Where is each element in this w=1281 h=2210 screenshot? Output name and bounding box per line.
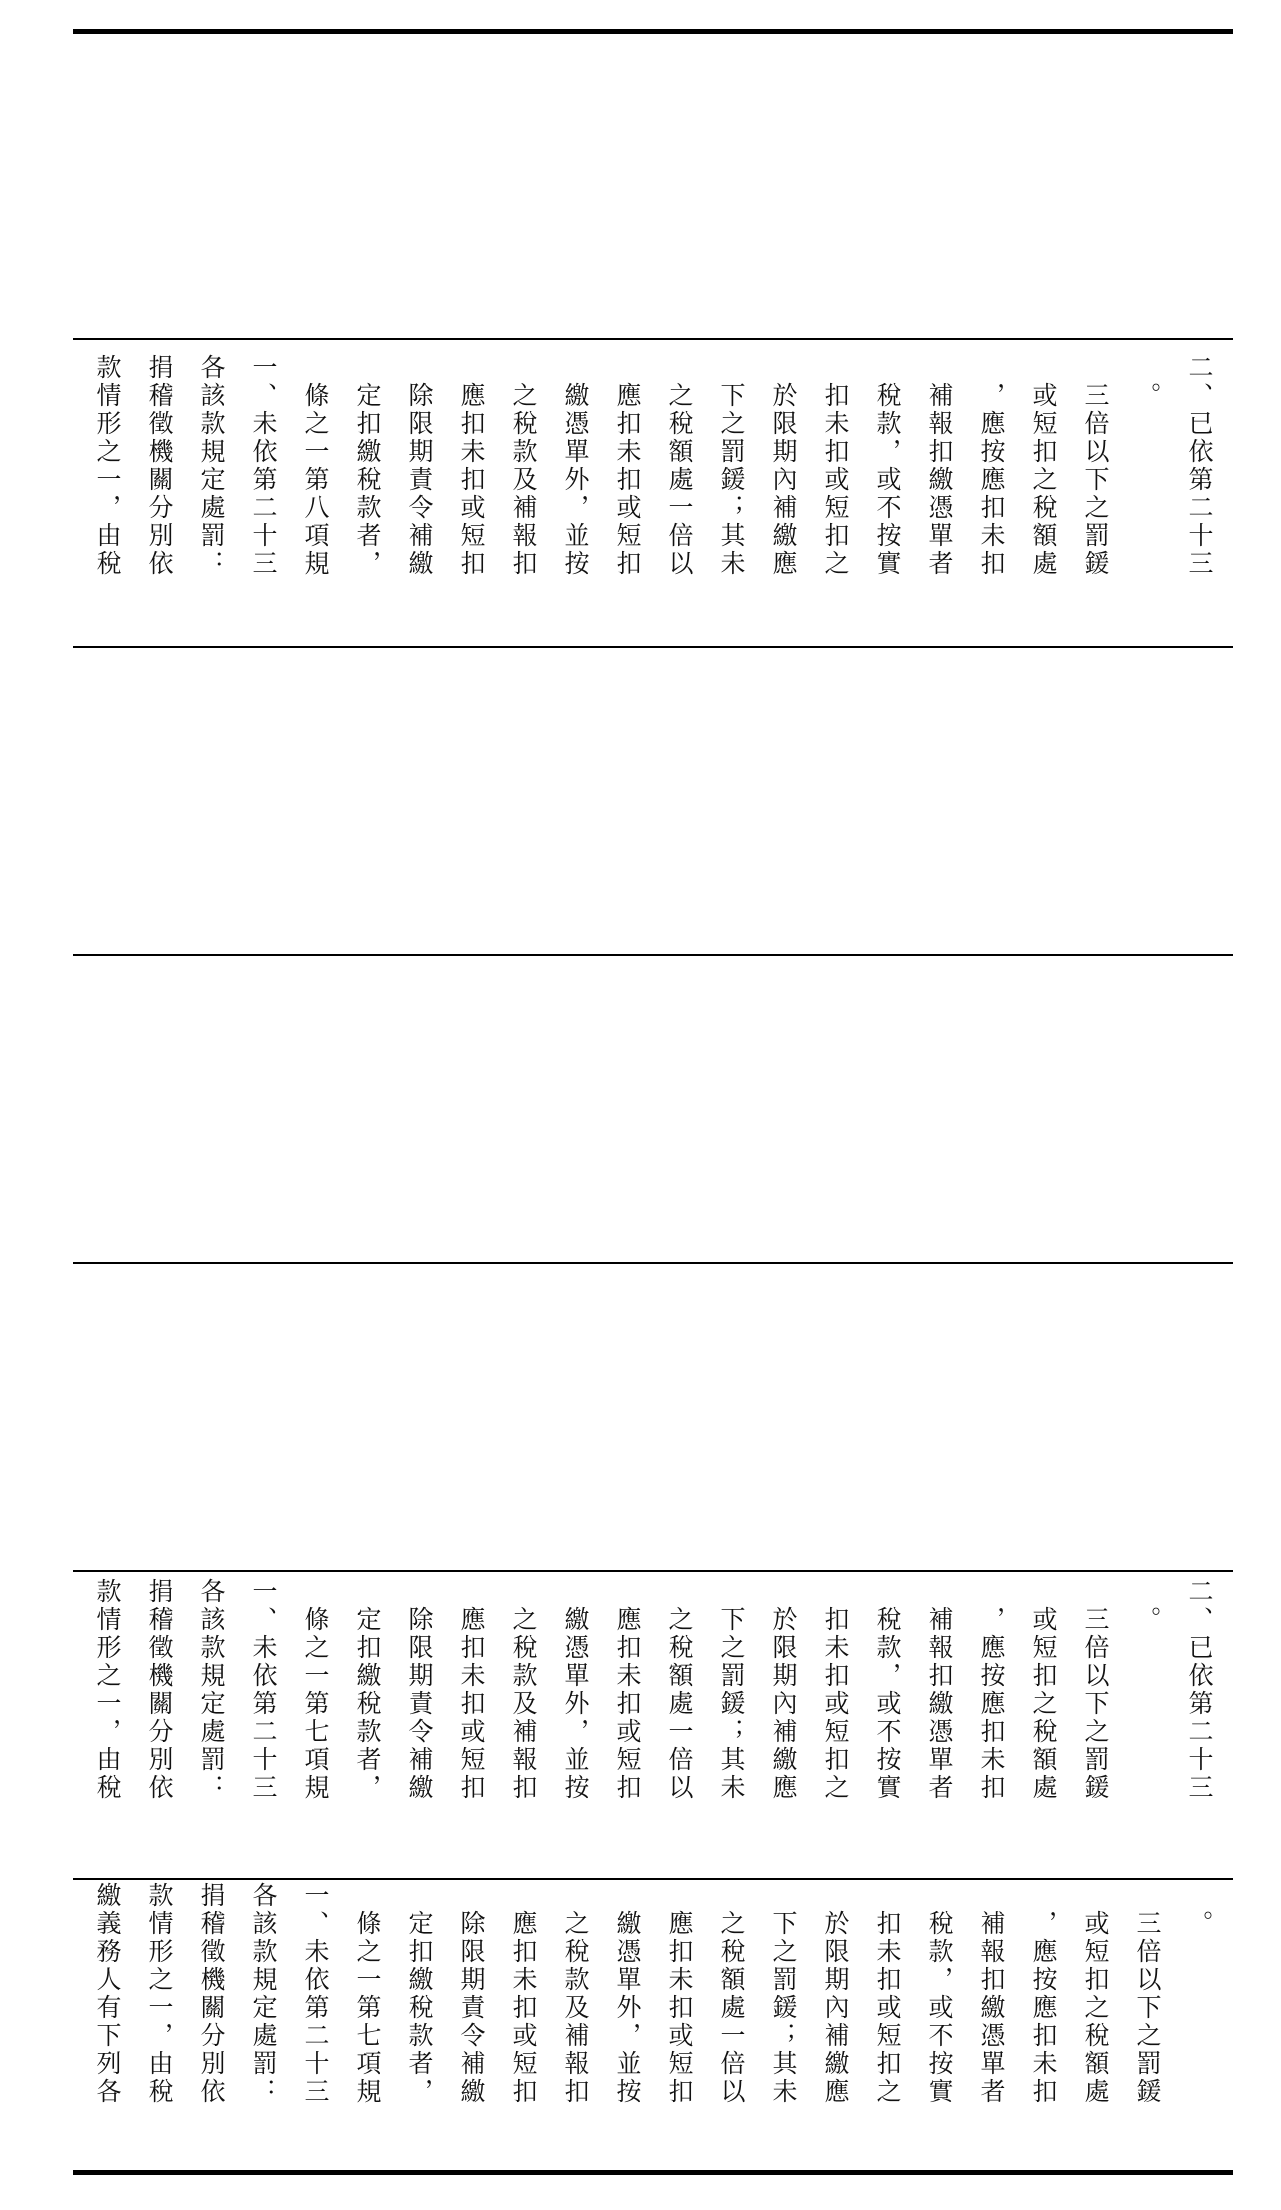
- text-column: 。: [1185, 1882, 1214, 1938]
- row-divider: [73, 338, 1233, 340]
- text-block-original: [81, 1882, 1231, 2168]
- text-column: 下之罰鍰；其未: [717, 354, 746, 578]
- text-column: 二、已依第二十三: [1185, 354, 1214, 578]
- text-column: 於限期內補繳應: [821, 1882, 850, 2106]
- text-column: 稅款，或不按實: [925, 1882, 954, 2106]
- text-column: 各該款規定處罰：: [197, 354, 226, 578]
- text-column: 之稅額處一倍以: [717, 1882, 746, 2106]
- text-column: 於限期內補繳應: [769, 354, 798, 578]
- text-column: 或短扣之稅額處: [1029, 1578, 1058, 1802]
- row-divider: [73, 1262, 1233, 1264]
- text-column: 三倍以下之罰鍰: [1081, 354, 1110, 578]
- text-column: 稅款，或不按實: [873, 354, 902, 578]
- row-divider: [73, 1878, 1233, 1880]
- text-column: 一、未依第二十三: [301, 1882, 330, 2106]
- text-column: 之稅額處一倍以: [665, 354, 694, 578]
- text-column: 補報扣繳憑單者: [925, 1578, 954, 1802]
- text-column: 各該款規定處罰：: [197, 1578, 226, 1802]
- text-column: 之稅款及補報扣: [561, 1882, 590, 2106]
- text-column: 下之罰鍰；其未: [769, 1882, 798, 2106]
- text-column: 扣未扣或短扣之: [821, 354, 850, 578]
- text-column: 定扣繳稅款者，: [353, 354, 382, 578]
- text-column: 款情形之一，由稅: [93, 1578, 122, 1802]
- row-divider: [73, 646, 1233, 648]
- text-column: 應扣未扣或短扣: [509, 1882, 538, 2106]
- bottom-border-rule: [73, 2170, 1233, 2175]
- text-column: ，應按應扣未扣: [977, 1578, 1006, 1802]
- text-block-draft: [81, 1578, 1231, 1868]
- text-column: 捐稽徵機關分別依: [197, 1882, 226, 2106]
- text-column: 應扣未扣或短扣: [457, 354, 486, 578]
- top-border-rule: [73, 29, 1233, 34]
- text-column: 定扣繳稅款者，: [405, 1882, 434, 2106]
- text-column: 三倍以下之罰鍰: [1133, 1882, 1162, 2106]
- text-column: 應扣未扣或短扣: [457, 1578, 486, 1802]
- text-column: 款情形之一，由稅: [145, 1882, 174, 2106]
- text-column: 之稅款及補報扣: [509, 354, 538, 578]
- text-column: 繳憑單外，並按: [561, 354, 590, 578]
- text-column: 於限期內補繳應: [769, 1578, 798, 1802]
- text-column: ，應按應扣未扣: [977, 354, 1006, 578]
- row-divider: [73, 1570, 1233, 1572]
- text-column: 一、未依第二十三: [249, 1578, 278, 1802]
- text-column: 除限期責令補繳: [457, 1882, 486, 2106]
- text-column: 之稅額處一倍以: [665, 1578, 694, 1802]
- text-column: 款情形之一，由稅: [93, 354, 122, 578]
- text-column: 之稅款及補報扣: [509, 1578, 538, 1802]
- text-column: 三倍以下之罰鍰: [1081, 1578, 1110, 1802]
- row-divider: [73, 954, 1233, 956]
- text-column: 應扣未扣或短扣: [613, 1578, 642, 1802]
- text-column: 應扣未扣或短扣: [613, 354, 642, 578]
- text-column: 。: [1133, 354, 1162, 410]
- text-column: 除限期責令補繳: [405, 354, 434, 578]
- text-column: ，應按應扣未扣: [1029, 1882, 1058, 2106]
- text-column: 捐稽徵機關分別依: [145, 354, 174, 578]
- text-column: 條之一第七項規: [353, 1882, 382, 2106]
- text-column: 條之一第八項規: [301, 354, 330, 578]
- text-column: 條之一第七項規: [301, 1578, 330, 1802]
- text-column: 補報扣繳憑單者: [925, 354, 954, 578]
- text-column: 補報扣繳憑單者: [977, 1882, 1006, 2106]
- text-column: 繳義務人有下列各: [93, 1882, 122, 2106]
- text-column: 捐稽徵機關分別依: [145, 1578, 174, 1802]
- text-column: 繳憑單外，並按: [561, 1578, 590, 1802]
- text-column: 各該款規定處罰：: [249, 1882, 278, 2106]
- text-column: 或短扣之稅額處: [1029, 354, 1058, 578]
- text-column: 下之罰鍰；其未: [717, 1578, 746, 1802]
- text-column: 扣未扣或短扣之: [821, 1578, 850, 1802]
- text-column: 定扣繳稅款者，: [353, 1578, 382, 1802]
- text-block-current: [81, 354, 1231, 644]
- text-column: 除限期責令補繳: [405, 1578, 434, 1802]
- text-column: 一、未依第二十三: [249, 354, 278, 578]
- text-column: 稅款，或不按實: [873, 1578, 902, 1802]
- text-column: 或短扣之稅額處: [1081, 1882, 1110, 2106]
- text-column: 繳憑單外，並按: [613, 1882, 642, 2106]
- text-column: 應扣未扣或短扣: [665, 1882, 694, 2106]
- text-column: 二、已依第二十三: [1185, 1578, 1214, 1802]
- text-column: 。: [1133, 1578, 1162, 1634]
- text-column: 扣未扣或短扣之: [873, 1882, 902, 2106]
